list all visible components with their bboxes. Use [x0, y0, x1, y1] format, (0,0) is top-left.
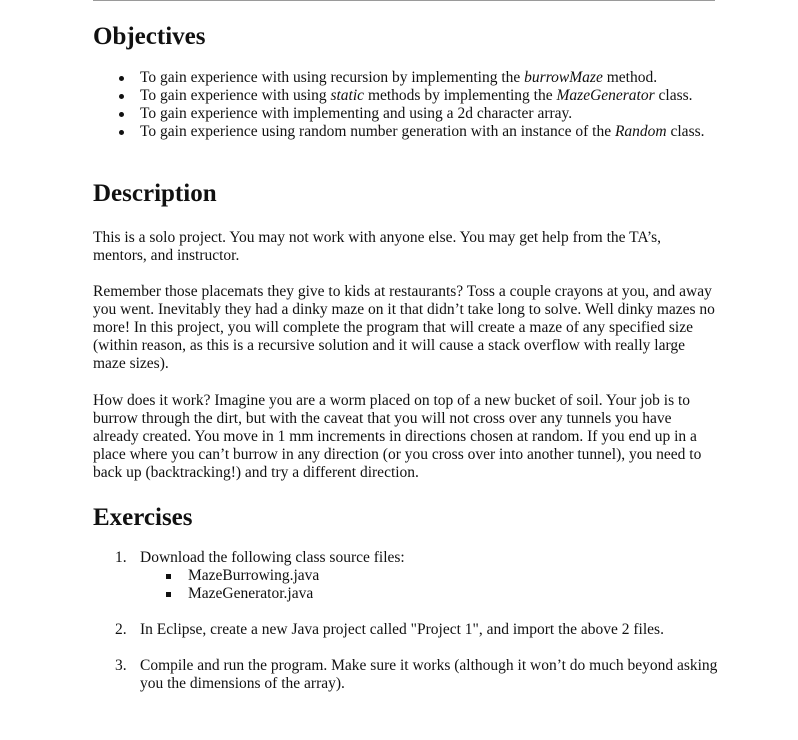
exercise-number: 2.: [115, 621, 127, 638]
description-paragraph: This is a solo project. You may not work with anyone else. You may get help from the TA’s, mentors, and instructor.: [93, 229, 662, 264]
objective-item: To gain experience with using static methods by implementing the MazeGenerator class.: [93, 87, 718, 105]
objective-item: To gain experience using random number generation with an instance of the Random class.: [93, 123, 718, 141]
objective-item: To gain experience with implementing and using a 2d character array.: [93, 105, 718, 123]
objective-item: To gain experience with using recursion by implementing the burrowMaze method.: [93, 69, 718, 87]
file-item: MazeBurrowing.java: [140, 567, 718, 585]
description-paragraph: How does it work? Imagine you are a worm placed on top of a new bucket of soil. Your job is to burrow through the dirt, but with the caveat that you will not cross over any tunnels you have already created. You move in 1 mm increments in directions chosen at random. If you end up in a place where you can’t burrow in any direction (or you cross over into another tunnel), you need to back up (backtracking!) and try a different direction.: [93, 392, 702, 481]
emphasis: MazeGenerator: [556, 87, 655, 104]
exercises-list: [93, 549, 718, 711]
emphasis: Random: [614, 123, 667, 140]
exercise-text: Compile and run the program. Make sure it works (although it won’t do much beyond asking you the dimensions of the array).: [140, 657, 718, 692]
exercises-heading: Exercises: [93, 504, 193, 531]
exercise-item: [93, 549, 718, 603]
exercise-text: In Eclipse, create a new Java project called "Project 1", and import the above 2 files.: [140, 621, 664, 638]
description-heading: Description: [93, 180, 217, 207]
emphasis: burrowMaze: [524, 69, 603, 86]
exercise-item: [93, 657, 718, 693]
exercise-number: 1.: [115, 549, 127, 566]
exercise-text: Download the following class source files:: [140, 549, 405, 566]
objectives-heading: Objectives: [93, 23, 206, 50]
emphasis: static: [330, 87, 365, 104]
top-divider: [93, 0, 715, 1]
file-list: [140, 567, 718, 603]
file-item: MazeGenerator.java: [140, 585, 718, 603]
exercise-number: 3.: [115, 657, 127, 674]
exercise-item: [93, 621, 718, 639]
objectives-list: [93, 69, 718, 141]
description-paragraph: Remember those placemats they give to kids at restaurants? Toss a couple crayons at you, and away you went. Inevitably they had a dinky maze on it that didn’t take long to solve. Well dinky mazes no more! In this project, you will complete the program that will create a maze of any specified size (within reason, as this is a recursive solution and it will cause a stack overflow with really large maze sizes).: [93, 283, 715, 372]
